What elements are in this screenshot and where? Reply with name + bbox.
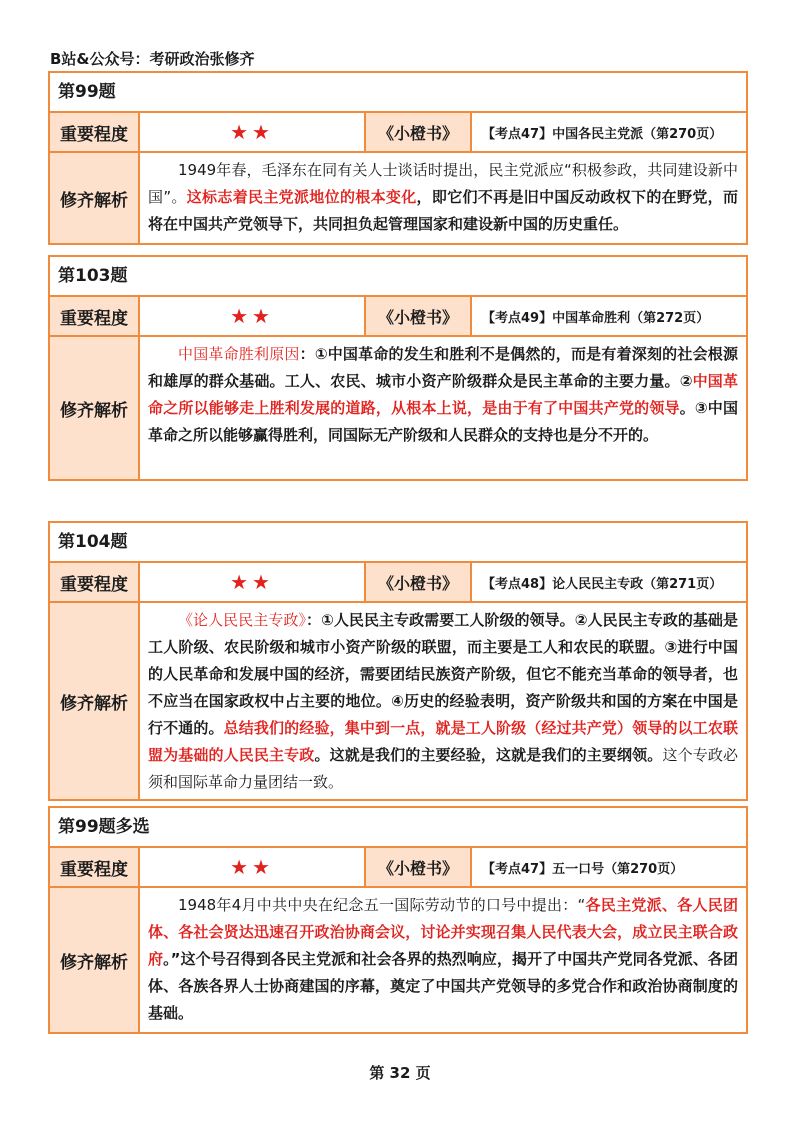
question-title: 第99题多选 xyxy=(50,808,746,848)
analysis-highlight: 中国革命之所以能够走上胜利发展的道路，从根本上说，是由于有了中国共产党的领导 xyxy=(148,372,738,417)
analysis-segment: 。”这个号召得到各民主党派和社会各界的热烈响应，揭开了中国共产党同各党派、各团体、各族各界人士协商建国的序幕，奠定了中国共产党领导的多党合作和政治协商制度的基础。 xyxy=(148,950,738,1022)
star-rating: ★★ xyxy=(140,848,366,886)
analysis-highlight: 中国革命胜利原因 xyxy=(178,345,300,363)
importance-row xyxy=(50,297,746,337)
analysis-segment: ，即它们不再是旧中国反动政权下的在野党，而将在中国共产党领导下，共同担负起管理国家和建设新中国的历史重任。 xyxy=(148,188,738,233)
question-card xyxy=(48,71,748,245)
analysis-row xyxy=(50,888,746,1032)
question-title: 第104题 xyxy=(50,523,746,563)
analysis-label: 修齐解析 xyxy=(50,153,140,243)
analysis-text xyxy=(140,337,746,479)
importance-label: 重要程度 xyxy=(50,113,140,151)
book-label: 《小橙书》 xyxy=(366,563,472,601)
question-card xyxy=(48,521,748,801)
question-title: 第99题 xyxy=(50,73,746,113)
question-card xyxy=(48,255,748,481)
analysis-segment: 。这就是我们的主要经验，这就是我们的主要纲领。 xyxy=(314,746,663,764)
analysis-segment: 1949年春，毛泽东在同有关人士谈话时提出，民主党派应“积极参政，共同建设新中国”。 xyxy=(148,161,738,206)
book-label: 《小橙书》 xyxy=(366,113,472,151)
book-label: 《小橙书》 xyxy=(366,297,472,335)
analysis-label: 修齐解析 xyxy=(50,603,140,799)
importance-label: 重要程度 xyxy=(50,297,140,335)
analysis-text xyxy=(140,888,746,1032)
analysis-segment: ：①人民民主专政需要工人阶级的领导。②人民民主专政的基础是工人阶级、农民阶级和城市小资产阶级的联盟，而主要是工人和农民的联盟。③进行中国的人民革命和发展中国的经济，需要团结民族资产阶级，但它不能充当革命的领导者，也不应当在国家政权中占主要的地位。④历史的经验表明，资产阶级共和国的方案在中国是行不通的。 xyxy=(148,611,738,737)
analysis-segment: 这个专政必须和国际革命力量团结一致。 xyxy=(148,746,738,791)
analysis-text xyxy=(140,153,746,243)
exam-point: 【考点47】中国各民主党派（第270页） xyxy=(482,126,723,142)
analysis-highlight: 《论人民民主专政》 xyxy=(178,611,307,629)
page-header: B站&公众号：考研政治张修齐 xyxy=(50,50,255,68)
analysis-highlight: 总结我们的经验，集中到一点，就是工人阶级（经过共产党）领导的以工农联盟为基础的人民民主专政 xyxy=(148,719,738,764)
page-number: 第 32 页 xyxy=(369,1064,431,1082)
exam-point: 【考点49】中国革命胜利（第272页） xyxy=(482,310,710,326)
importance-row xyxy=(50,113,746,153)
question-card xyxy=(48,806,748,1034)
analysis-text xyxy=(140,603,746,799)
analysis-row xyxy=(50,337,746,479)
importance-row xyxy=(50,848,746,888)
analysis-segment: 。③中国革命之所以能够赢得胜利，同国际无产阶级和人民群众的支持也是分不开的。 xyxy=(148,399,738,444)
analysis-segment: ：①中国革命的发生和胜利不是偶然的，而是有着深刻的社会根源和雄厚的群众基础。工人、农民、城市小资产阶级群众是民主革命的主要力量。② xyxy=(148,345,738,390)
exam-point: 【考点47】五一口号（第270页） xyxy=(482,861,684,877)
analysis-highlight: 各民主党派、各人民团体、各社会贤达迅速召开政治协商会议，讨论并实现召集人民代表大会，成立民主联合政府 xyxy=(148,896,738,968)
analysis-label: 修齐解析 xyxy=(50,337,140,479)
analysis-highlight: 这标志着民主党派地位的根本变化 xyxy=(186,188,417,206)
importance-label: 重要程度 xyxy=(50,563,140,601)
analysis-row xyxy=(50,603,746,799)
star-rating: ★★ xyxy=(140,297,366,335)
analysis-segment: 1948年4月中共中央在纪念五一国际劳动节的口号中提出：“ xyxy=(178,896,586,914)
analysis-row xyxy=(50,153,746,243)
analysis-label: 修齐解析 xyxy=(50,888,140,1032)
question-title: 第103题 xyxy=(50,257,746,297)
star-rating: ★★ xyxy=(140,563,366,601)
book-label: 《小橙书》 xyxy=(366,848,472,886)
importance-label: 重要程度 xyxy=(50,848,140,886)
importance-row xyxy=(50,563,746,603)
star-rating: ★★ xyxy=(140,113,366,151)
exam-point: 【考点48】论人民民主专政（第271页） xyxy=(482,576,723,592)
